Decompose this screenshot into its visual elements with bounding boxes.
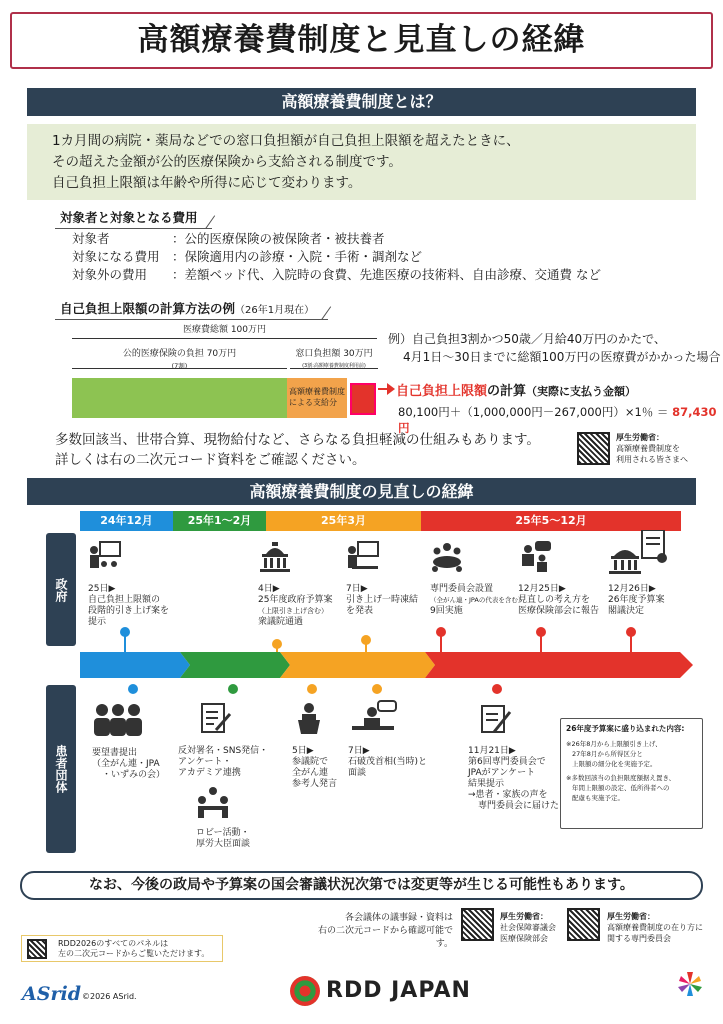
lobby-meeting-icon (196, 786, 230, 820)
lead-line: 自己負担上限額は年齢や所得に応じて変わります。 (52, 175, 362, 191)
gov-event: 12月26日▶ 26年度予算案 閣議決定 (608, 530, 670, 617)
patient-group-label: 患者団体 (46, 685, 76, 853)
timeline-dot (307, 684, 317, 694)
interview-icon (348, 700, 398, 736)
public-share-bar (72, 378, 287, 418)
lead-line: 1カ月間の病院・薬局などでの窓口負担額が自己負担上限額を超えたときに、 (52, 133, 520, 149)
qr-code[interactable] (461, 908, 494, 941)
example-text: 例）自己負担3割かつ50歳／月給40万円のかたで、 4月1日～30日までに総額100万円の医療費がかかった場合 (388, 332, 721, 364)
timeline-dot (436, 627, 446, 637)
gov-event: 4日▶ 25年度政府予算案 （上限引き上げ含む） 衆議院通過 (258, 540, 332, 628)
gov-label: 政府 (46, 533, 76, 646)
rdd-logo-icon (290, 976, 320, 1006)
lead-box (27, 124, 696, 200)
rdd-note-box: RDD2026のすべてのパネルは 左の二次元コードからご覧いただけます。 (21, 935, 223, 962)
section-header-what: 高額療養費制度とは？ (27, 88, 696, 116)
total-cost-label: 医療費総額 100万円 (182, 325, 267, 335)
subheading-calc: 自己負担上限額の計算方法の例（26年1月現在） (55, 298, 328, 320)
qr1-caption: 厚生労働省： 高額療養費制度を 利用される皆さまへ (616, 433, 688, 464)
window-ratio: (3割:高額療養費制度利用前) (302, 363, 366, 369)
arrow-right-icon (387, 383, 395, 395)
timeline-dot (272, 639, 282, 649)
copyright: ©2026 ASrid. (82, 992, 137, 1001)
public-bracket (72, 368, 287, 369)
patient-event: 5日▶ 参議院で 全がん連 参考人発言 (292, 702, 337, 790)
survey-icon (478, 702, 512, 736)
targets-table (72, 230, 712, 284)
qr3-caption: 厚生労働省： 高額療養費制度の在り方に 関する専門委員会 (607, 912, 703, 943)
cost-diagram (72, 323, 382, 423)
lead-line: その超えた金額が公的医療保険から支給される制度です。 (52, 154, 402, 170)
section-header-history: 高額療養費制度の見直しの経緯 (27, 478, 696, 505)
benefit-share-bar: 高額療養費制度による支給分 (287, 378, 347, 418)
extra-text: 多数回該当、世帯合算、現物給付など、さらなる負担軽減の仕組みもあります。 詳しくは右の二次元コード資料をご確認ください。 (55, 432, 540, 468)
group-icon (92, 702, 144, 738)
qr-code[interactable] (567, 908, 600, 941)
targets-row: 対象外の費用 ：差額ベッド代、入院時の食費、先進医療の技術料、自由診療、交通費 など (72, 267, 601, 282)
podium-speaker-icon (292, 702, 326, 736)
result-value: 87,430円 (398, 405, 717, 435)
public-cost-label: 公的医療保険の負担 70万円 (122, 349, 237, 359)
qr-code[interactable] (577, 432, 610, 465)
gov-event: 7日▶ 引き上げ一時凍結 を発表 (346, 540, 418, 617)
timeline-arrow (80, 652, 695, 678)
timeline-dot (120, 627, 130, 637)
patient-event: 7日▶ 石破茂首相(当時)と 面談 (348, 700, 427, 779)
meeting-icon (430, 540, 464, 574)
subheading-targets: 対象者と対象となる費用 (55, 207, 212, 229)
timeline-dot (372, 684, 382, 694)
parliament-document-icon (608, 530, 670, 576)
timeline-dot (492, 684, 502, 694)
timeline-dot (361, 635, 371, 645)
presentation-icon (346, 540, 380, 574)
qr2-caption: 厚生労働省： 社会保障審議会 医療保険部会 (500, 912, 556, 943)
presentation-icon (88, 540, 122, 574)
period-bar: 25年5～12月 (421, 511, 681, 531)
gov-event: 専門委員会設置 （全がん連・JPAの代表を含む） 9回実施 (430, 540, 524, 617)
gov-event: 25日▶ 自己負担上限額の 段階的引き上げ案を 提示 (88, 540, 169, 628)
calc-title: 自己負担上限額の計算（実際に支払う金額） (396, 384, 637, 399)
timeline-dot (626, 627, 636, 637)
self-pay-share-bar (350, 383, 376, 415)
budget-box: 26年度予算案に盛り込まれた内容: ※26年8月から上限額引き上げ、 27年8月から所得区分と 上限額の細分化を実施予定。 ※多数回該当の負担限度額据え置き、 年間上限額の設定、低所得者への 配慮も実施予定。 (560, 718, 703, 829)
period-bar: 24年12月 (80, 511, 173, 531)
asrid-logo: ASrid (22, 983, 81, 1005)
window-cost-label: 窓口負担額 30万円 (295, 349, 373, 359)
timeline-dot (536, 627, 546, 637)
patient-event: 11月21日▶ 第6回専門委員会で JPAがアンケート 結果提示 →患者・家族の声を 専門委員会に届けた (468, 702, 559, 812)
rdd-flower-icon (672, 968, 708, 1004)
targets-row: 対象者 ：公的医療保険の被保険者・被扶養者 (72, 231, 385, 246)
window-bracket (290, 368, 378, 369)
rdd-japan-logo: RDD JAPAN (326, 978, 471, 1003)
page-title: 高額療養費制度と見直しの経緯 (10, 12, 713, 69)
parliament-icon (258, 540, 292, 574)
period-bar: 25年3月 (266, 511, 421, 531)
patient-event: 反対署名・SNS発信・ アンケート・ アカデミア連携 (178, 702, 268, 779)
timeline-dot (228, 684, 238, 694)
form-icon (198, 702, 232, 736)
notice-banner: なお、今後の政局や予算案の国会審議状況次第では変更等が生じる可能性もあります。 (20, 871, 703, 900)
discussion-icon (518, 540, 552, 574)
gov-event: 12月25日▶ 見直しの考え方を 医療保険部会に報告 (518, 540, 599, 617)
qr-code[interactable] (27, 939, 47, 959)
total-bracket (72, 338, 377, 339)
public-ratio: (7割) (171, 362, 188, 370)
timeline-dot (128, 684, 138, 694)
formula: 80,100円＋（1,000,000円－267,000円）×1％ ＝ 87,430円 (398, 405, 717, 435)
minutes-text: 各会議体の議事録・資料は 右の二次元コードから確認可能です。 (317, 913, 453, 949)
patient-event: ロビー活動・ 厚労大臣面談 (196, 786, 250, 850)
patient-event: 要望書提出 （全がん連・JPA ・いずみの会） (92, 702, 165, 781)
targets-row: 対象になる費用 ：保険適用内の診療・入院・手術・調剤など (72, 249, 423, 264)
period-bar: 25年1～2月 (173, 511, 266, 531)
